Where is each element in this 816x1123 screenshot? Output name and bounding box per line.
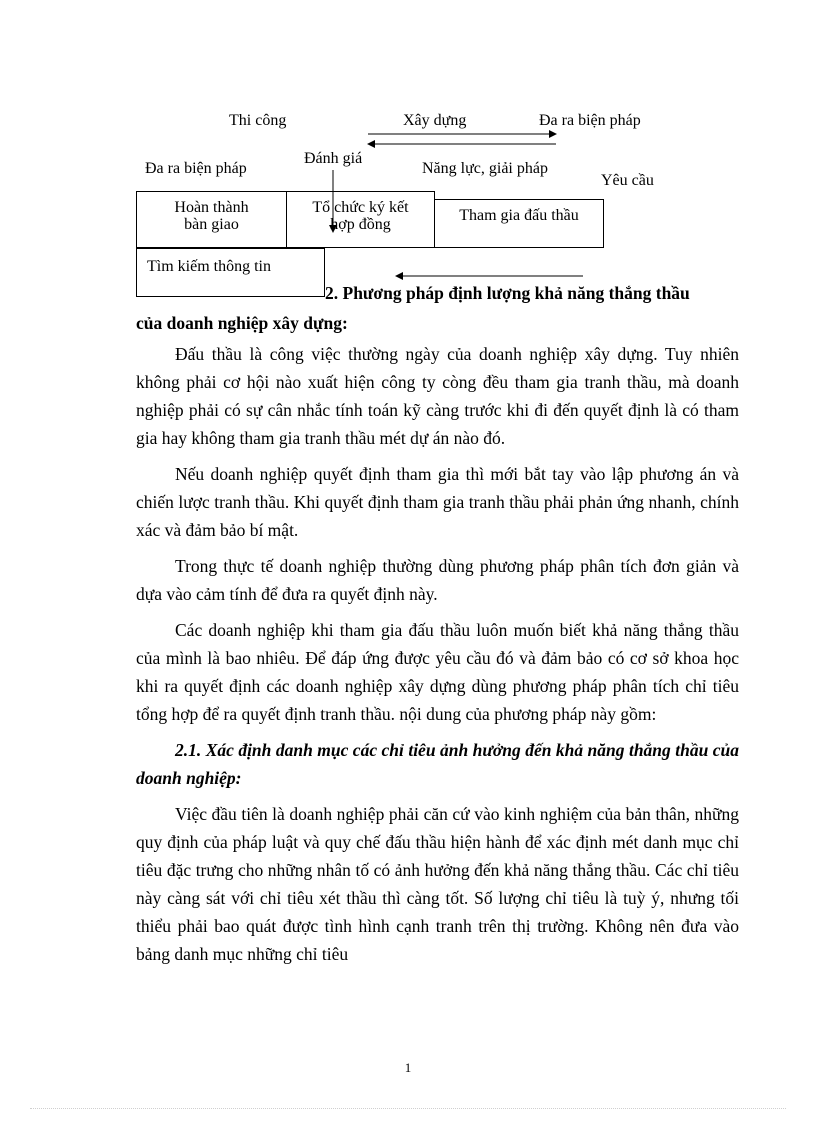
box-to-chuc-ky-ket-hop-dong: Tổ chức ký kết hợp đồng (286, 191, 435, 248)
body-text (136, 340, 739, 976)
paragraph-3: Trong thực tế doanh nghiệp thường dùng phương pháp phân tích đơn giản và dựa vào cảm tính để đưa ra quyết định này. (136, 556, 739, 604)
label-xay-dung: Xây dựng (403, 112, 467, 129)
paragraph-2: Nếu doanh nghiệp quyết định tham gia thì mới bắt tay vào lập phương án và chiến lược tranh thầu. Khi quyết định tham gia tranh thầu phải phản ứng nhanh, chính xác và đảm bảo bí mật. (136, 464, 739, 540)
label-yeu-cau: Yêu cầu (601, 172, 654, 189)
label-dua-ra-bien-phap-right: Đa ra biện pháp (539, 112, 641, 129)
paragraph-1: Đấu thầu là công việc thường ngày của doanh nghiệp xây dựng. Tuy nhiên không phải cơ hội nào xuất hiện công ty còng đều tham gia tranh thầu, mà doanh nghiệp phải có sự cân nhắc tính toán kỹ càng trước khi đi đến quyết định là có tham gia hay không tham gia tranh thầu mét dự án nào đó. (136, 344, 739, 448)
box-hoan-thanh-ban-giao: Hoàn thành bàn giao (136, 191, 287, 248)
label-danh-gia: Đánh giá (304, 150, 363, 167)
label-dua-ra-bien-phap-left: Đa ra biện pháp (145, 160, 247, 177)
footer-divider (30, 1108, 786, 1109)
label-thi-cong: Thi công (229, 112, 287, 129)
page-number: 1 (404, 1060, 412, 1075)
section-heading-line1: 2. Phương pháp định lượng khả năng thắng thầu (325, 283, 690, 303)
label-nang-luc-giai-phap: Năng lực, giải pháp (422, 160, 548, 177)
section-heading-line2: của doanh nghiệp xây dựng: (136, 313, 348, 333)
paragraph-5: Việc đầu tiên là doanh nghiệp phải căn cứ vào kinh nghiệm của bản thân, những quy định của pháp luật và quy chế đấu thầu hiện hành để xác định mét danh mục chỉ tiêu đặc trưng cho những nhân tố có ảnh hưởng đến khả năng thắng thầu. Các chỉ tiêu này càng sát với chỉ tiêu xét thầu thì càng tốt. Số lượng chỉ tiêu là tuỳ ý, nhưng tối thiểu phải bao quát được tình hình cạnh tranh trên thị trường. Không nên đưa vào bảng danh mục những chỉ tiêu (136, 804, 739, 964)
paragraph-4: Các doanh nghiệp khi tham gia đấu thầu luôn muốn biết khả năng thắng thầu của mình là bao nhiêu. Để đáp ứng được yêu cầu đó và đảm bảo có cơ sở khoa học khi ra quyết định các doanh nghiệp xây dựng dùng phương pháp phân tích chỉ tiêu tổng hợp để ra quyết định tranh thầu. nội dung của phương pháp này gồm: (136, 620, 739, 724)
subsection-heading: 2.1. Xác định danh mục các chỉ tiêu ảnh hưởng đến khả năng thắng thầu của doanh nghiệp: (136, 740, 739, 788)
box-tim-kiem-thong-tin: Tìm kiếm thông tin (136, 248, 325, 297)
box-tham-gia-dau-thau: Tham gia đấu thầu (434, 199, 604, 248)
